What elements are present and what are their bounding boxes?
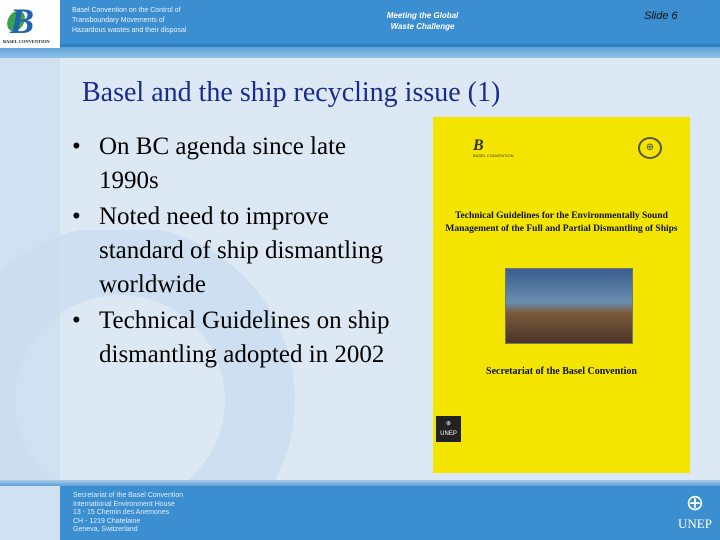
org-name — [72, 6, 212, 36]
basel-logo — [0, 0, 60, 48]
slide-title: Basel and the ship recycling issue (1) — [82, 77, 501, 108]
address-line: Secretariat of the Basel Convention — [73, 492, 184, 499]
org-line: Hazardous wastes and their disposal — [72, 27, 187, 34]
org-line: Transboundary Movements of — [72, 17, 165, 24]
footer-left-band — [0, 486, 60, 540]
cover-title: Technical Guidelines for the Environmentally Sound Management of the Full and Partial Dismantling of Ships — [445, 211, 678, 234]
bullet-item: • Technical Guidelines on ship dismantling adopted in 2002 — [72, 304, 412, 372]
logo-b-icon: B — [10, 1, 35, 41]
cover-logo-text: BASEL CONVENTION — [473, 153, 514, 158]
cover-unep-logo — [436, 416, 461, 442]
cover-unep-label: UNEP — [440, 431, 457, 437]
guidelines-cover-image — [433, 117, 690, 473]
bullet-list — [72, 130, 412, 374]
unep-label: UNEP — [678, 516, 712, 531]
address-line: 13 - 15 Chemin des Anemones — [73, 509, 170, 517]
tagline-line: Waste Challenge — [390, 22, 455, 31]
footer-address — [73, 492, 273, 535]
ship-photo — [505, 268, 633, 344]
bullet-item: • On BC agenda since late 1990s — [72, 130, 412, 198]
cover-publisher: Secretariat of the Basel Convention — [486, 366, 637, 377]
address-line: CH - 1219 Chatelaine — [73, 517, 141, 525]
address-line: Geneva, Switzerland — [73, 526, 138, 534]
slide-number: Slide 6 — [644, 10, 678, 22]
cover-basel-logo-icon: B — [473, 137, 484, 154]
address-line: International Environment House — [73, 500, 175, 508]
logo-text: BASEL CONVENTION — [3, 39, 50, 44]
unep-logo — [674, 490, 716, 532]
tagline — [370, 10, 475, 32]
bullet-item: • Noted need to improve standard of ship dismantling worldwide — [72, 200, 412, 302]
org-line: Basel Convention on the Control of — [72, 7, 181, 14]
tagline-line: Meeting the Global — [386, 11, 459, 20]
unep-emblem-icon: ⊕ — [445, 421, 452, 427]
un-emblem-icon: ⊕ — [685, 490, 705, 515]
un-emblem-icon: ⊕ — [638, 137, 662, 159]
header-strip — [0, 44, 720, 58]
